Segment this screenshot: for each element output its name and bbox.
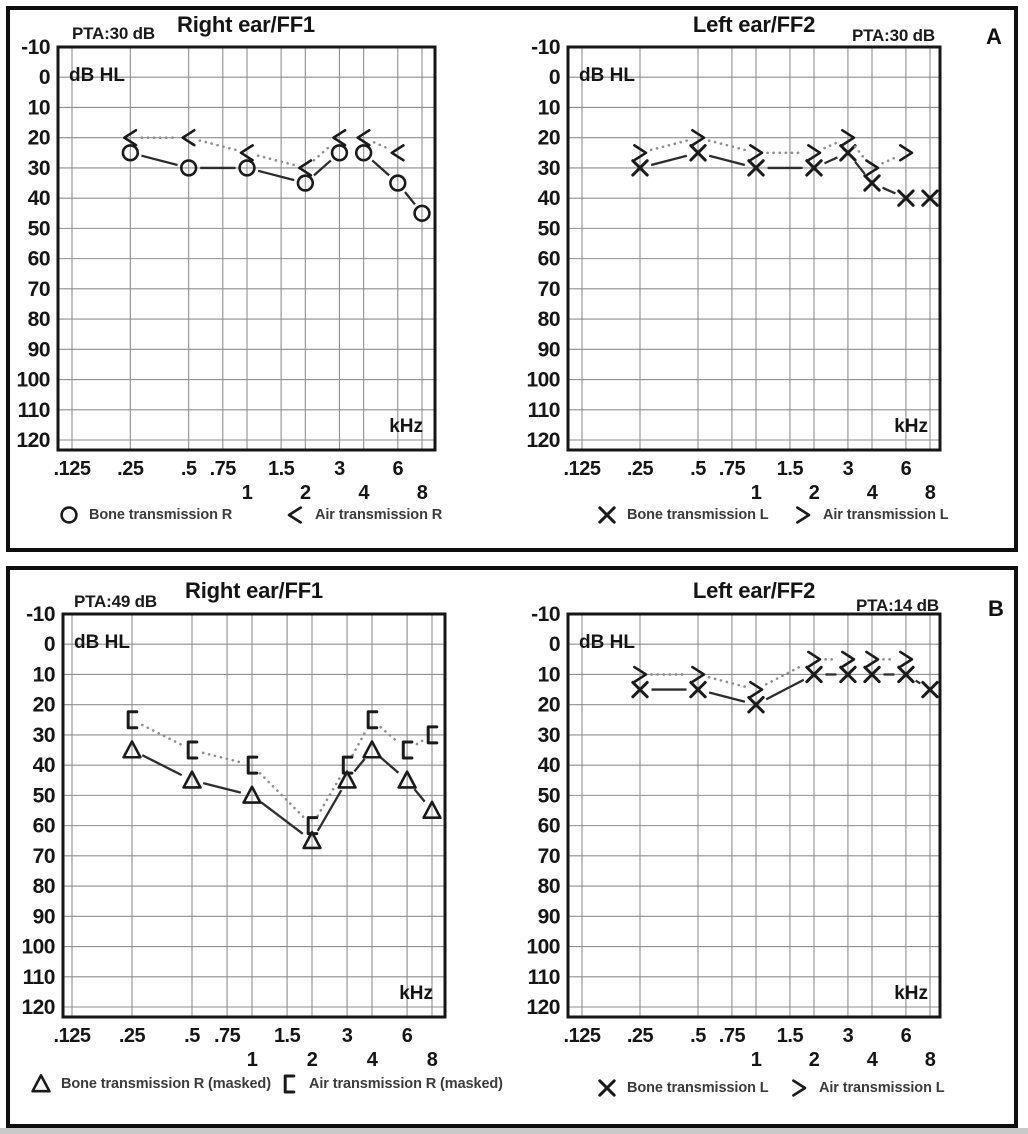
pta-label-b-right: PTA:49 dB <box>74 592 157 611</box>
pta-label-b-left: PTA:14 dB <box>856 596 939 615</box>
svg-text:.25: .25 <box>626 1025 654 1047</box>
legend-label: Bone transmission R (masked) <box>61 1076 271 1092</box>
svg-text:10: 10 <box>537 663 560 687</box>
svg-text:8: 8 <box>924 1049 936 1071</box>
svg-text:kHz: kHz <box>894 416 928 437</box>
legend-bone-transmission-r <box>56 503 232 527</box>
svg-text:80: 80 <box>537 875 560 899</box>
svg-text:50: 50 <box>32 784 55 808</box>
chart-title-a-right: Right ear/FF1 <box>177 12 315 37</box>
svg-text:8: 8 <box>426 1049 438 1071</box>
x-cross-marker-icon <box>594 1076 620 1100</box>
chart-title-b-right: Right ear/FF1 <box>185 578 323 603</box>
svg-text:110: 110 <box>17 398 50 422</box>
svg-text:.25: .25 <box>118 1025 146 1047</box>
svg-text:.125: .125 <box>53 458 91 480</box>
svg-text:1.5: 1.5 <box>776 1025 804 1047</box>
svg-text:40: 40 <box>537 187 560 211</box>
svg-text:.125: .125 <box>53 1025 91 1047</box>
svg-text:-10: -10 <box>531 605 560 626</box>
svg-text:kHz: kHz <box>399 983 433 1004</box>
svg-text:.75: .75 <box>213 1025 241 1047</box>
svg-text:110: 110 <box>527 965 560 989</box>
greater-than-marker-icon <box>790 503 816 527</box>
svg-text:20: 20 <box>537 693 560 717</box>
svg-text:70: 70 <box>32 844 55 868</box>
svg-text:90: 90 <box>537 338 560 362</box>
svg-text:50: 50 <box>537 217 560 241</box>
svg-text:dB HL: dB HL <box>74 632 130 654</box>
svg-text:100: 100 <box>526 368 560 392</box>
svg-text:-10: -10 <box>21 38 50 59</box>
svg-text:70: 70 <box>537 844 560 868</box>
legend-air-transmission-r-masked <box>276 1072 503 1096</box>
svg-text:4: 4 <box>366 1049 378 1071</box>
svg-text:.5: .5 <box>184 1025 200 1047</box>
svg-text:.75: .75 <box>718 1025 746 1047</box>
svg-text:3: 3 <box>842 458 854 480</box>
svg-text:6: 6 <box>401 1025 413 1047</box>
panel-label-A: A <box>986 24 1002 49</box>
svg-text:1: 1 <box>750 1049 762 1071</box>
svg-text:dB HL: dB HL <box>579 632 635 654</box>
svg-text:0: 0 <box>548 633 560 657</box>
svg-text:60: 60 <box>27 247 50 271</box>
svg-text:80: 80 <box>537 308 560 332</box>
legend-label: Bone transmission L <box>627 507 769 523</box>
x-cross-marker-icon <box>594 503 620 527</box>
svg-text:6: 6 <box>392 458 404 480</box>
svg-text:0: 0 <box>548 66 560 90</box>
svg-text:0: 0 <box>43 633 55 657</box>
legend-air-transmission-l <box>790 503 949 527</box>
svg-text:.125: .125 <box>563 1025 601 1047</box>
svg-text:60: 60 <box>32 814 55 838</box>
legend-air-transmission-l-b <box>786 1076 945 1100</box>
svg-text:.25: .25 <box>117 458 144 480</box>
svg-text:10: 10 <box>537 96 560 120</box>
svg-text:70: 70 <box>27 277 50 301</box>
svg-text:4: 4 <box>358 482 369 504</box>
svg-text:100: 100 <box>16 368 50 392</box>
svg-text:30: 30 <box>537 723 560 747</box>
svg-text:100: 100 <box>526 935 560 959</box>
svg-text:1: 1 <box>241 482 253 504</box>
svg-text:120: 120 <box>526 996 560 1019</box>
svg-text:20: 20 <box>32 693 55 717</box>
svg-text:40: 40 <box>32 754 55 778</box>
svg-text:70: 70 <box>537 277 560 301</box>
svg-text:80: 80 <box>27 308 50 332</box>
scan-edge-artifact <box>0 1128 1028 1134</box>
svg-text:40: 40 <box>537 754 560 778</box>
svg-text:2: 2 <box>306 1049 318 1071</box>
svg-text:2: 2 <box>808 1049 820 1071</box>
svg-text:4: 4 <box>866 1049 878 1071</box>
svg-text:.5: .5 <box>690 1025 706 1047</box>
audiogram-plot-a-right <box>2 38 472 516</box>
svg-text:60: 60 <box>537 814 560 838</box>
svg-text:2: 2 <box>808 482 820 504</box>
legend-bone-transmission-l-b <box>594 1076 769 1100</box>
svg-text:10: 10 <box>27 96 50 120</box>
svg-text:1.5: 1.5 <box>776 458 804 480</box>
chart-title-a-left: Left ear/FF2 <box>692 12 816 37</box>
audiogram-plot-b-right <box>2 605 477 1083</box>
svg-text:3: 3 <box>341 1025 353 1047</box>
svg-text:kHz: kHz <box>894 983 928 1004</box>
svg-text:.125: .125 <box>563 458 601 480</box>
svg-text:-10: -10 <box>26 605 55 626</box>
svg-text:30: 30 <box>32 723 55 747</box>
svg-text:60: 60 <box>537 247 560 271</box>
svg-text:kHz: kHz <box>389 416 423 437</box>
svg-text:.5: .5 <box>180 458 197 480</box>
svg-text:1.5: 1.5 <box>273 1025 301 1047</box>
greater-than-marker-icon <box>786 1076 812 1100</box>
svg-text:100: 100 <box>21 935 55 959</box>
legend-label: Air transmission L <box>823 507 949 523</box>
svg-text:10: 10 <box>32 663 55 687</box>
svg-text:40: 40 <box>27 187 50 211</box>
svg-text:.25: .25 <box>626 458 654 480</box>
svg-text:.75: .75 <box>209 458 236 480</box>
legend-label: Air transmission R (masked) <box>309 1076 503 1092</box>
svg-text:90: 90 <box>27 338 50 362</box>
svg-text:50: 50 <box>537 784 560 808</box>
legend-label: Air transmission R <box>315 507 443 523</box>
triangle-marker-icon <box>28 1072 54 1096</box>
audiogram-plot-b-left <box>510 605 972 1083</box>
svg-text:30: 30 <box>27 156 50 180</box>
less-than-marker-icon <box>282 503 308 527</box>
svg-text:30: 30 <box>537 156 560 180</box>
legend-bone-transmission-l <box>594 503 769 527</box>
svg-text:6: 6 <box>900 1025 912 1047</box>
svg-text:dB HL: dB HL <box>579 65 635 87</box>
svg-text:4: 4 <box>866 482 878 504</box>
svg-text:20: 20 <box>27 126 50 150</box>
chart-title-b-left: Left ear/FF2 <box>692 578 816 603</box>
legend-label: Air transmission L <box>819 1080 945 1096</box>
svg-text:90: 90 <box>32 905 55 929</box>
pta-label-a-right: PTA:30 dB <box>72 24 155 43</box>
svg-text:3: 3 <box>334 458 345 480</box>
svg-text:1.5: 1.5 <box>267 458 295 480</box>
svg-text:8: 8 <box>416 482 428 504</box>
legend-label: Bone transmission L <box>627 1080 769 1096</box>
svg-text:1: 1 <box>246 1049 258 1071</box>
legend-bone-transmission-r-masked <box>28 1072 271 1096</box>
audiogram-plot-a-left <box>510 38 972 516</box>
svg-text:120: 120 <box>21 996 55 1019</box>
svg-text:.5: .5 <box>690 458 706 480</box>
svg-text:2: 2 <box>300 482 311 504</box>
svg-text:0: 0 <box>38 66 50 90</box>
svg-text:110: 110 <box>527 398 560 422</box>
svg-text:80: 80 <box>32 875 55 899</box>
circle-marker-icon <box>56 503 82 527</box>
svg-text:90: 90 <box>537 905 560 929</box>
svg-text:120: 120 <box>526 429 560 452</box>
svg-text:120: 120 <box>16 429 50 452</box>
bracket-marker-icon <box>276 1072 302 1096</box>
pta-label-a-left: PTA:30 dB <box>852 26 935 45</box>
svg-text:-10: -10 <box>531 38 560 59</box>
svg-text:3: 3 <box>842 1025 854 1047</box>
svg-text:.75: .75 <box>718 458 746 480</box>
svg-text:8: 8 <box>924 482 936 504</box>
svg-text:20: 20 <box>537 126 560 150</box>
legend-label: Bone transmission R <box>89 507 233 523</box>
svg-text:1: 1 <box>750 482 762 504</box>
svg-text:6: 6 <box>900 458 912 480</box>
svg-text:110: 110 <box>22 965 55 989</box>
panel-label-B: B <box>988 596 1004 621</box>
svg-text:dB HL: dB HL <box>69 65 125 87</box>
svg-text:50: 50 <box>27 217 50 241</box>
legend-air-transmission-r <box>282 503 442 527</box>
